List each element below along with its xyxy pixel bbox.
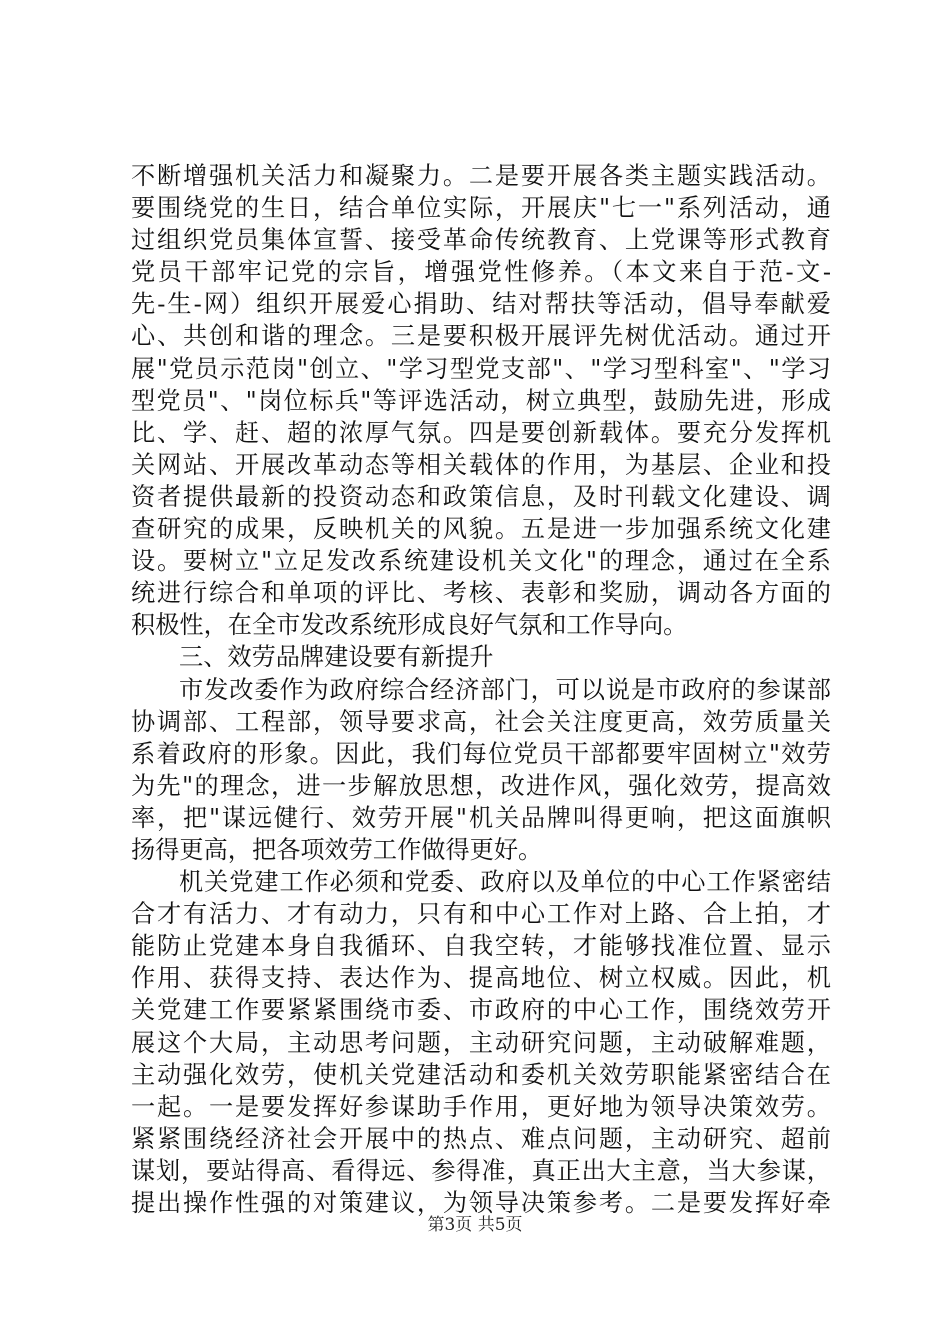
text-line: 一起。一是要发挥好参谋助手作用，更好地为领导决策效劳。 bbox=[131, 1092, 831, 1121]
text-line: 机关党建工作必须和党委、政府以及单位的中心工作紧密结 bbox=[179, 868, 831, 897]
text-line: 展这个大局，主动思考问题，主动研究问题，主动破解难题， bbox=[131, 1028, 831, 1057]
text-line: 提出操作性强的对策建议，为领导决策参考。二是要发挥好牵 bbox=[131, 1189, 831, 1217]
text-line: 不断增强机关活力和凝聚力。二是要开展各类主题实践活动。 bbox=[131, 162, 831, 190]
text-line: 能防止党建本身自我循环、自我空转，才能够找准位置、显示 bbox=[131, 932, 831, 961]
text-line: 主动强化效劳，使机关党建活动和委机关效劳职能紧密结合在 bbox=[131, 1060, 831, 1089]
text-line: 资者提供最新的投资动态和政策信息，及时刊载文化建设、调 bbox=[131, 482, 831, 511]
text-line: 统进行综合和单项的评比、考核、表彰和奖励，调动各方面的 bbox=[131, 579, 831, 608]
text-line: 关党建工作要紧紧围绕市委、市政府的中心工作，围绕效劳开 bbox=[131, 996, 831, 1025]
section-heading: 三、效劳品牌建设要有新提升 bbox=[179, 643, 494, 672]
text-line: 展"党员示范岗"创立、"学习型党支部"、"学习型科室"、"学习 bbox=[131, 354, 831, 383]
text-line: 紧紧围绕经济社会开展中的热点、难点问题，主动研究、超前 bbox=[131, 1124, 831, 1153]
text-line: 关网站、开展改革动态等相关载体的作用，为基层、企业和投 bbox=[131, 450, 831, 479]
text-line: 协调部、工程部，领导要求高，社会关注度更高，效劳质量关 bbox=[131, 707, 831, 736]
text-line: 市发改委作为政府综合经济部门，可以说是市政府的参谋部 bbox=[179, 675, 831, 704]
text-line: 设。要树立"立足发改系统建设机关文化"的理念，通过在全系 bbox=[131, 547, 831, 576]
page-number-footer: 第3页 共5页 bbox=[427, 1215, 523, 1235]
text-line: 查研究的成果，反映机关的风貌。五是进一步加强系统文化建 bbox=[131, 515, 831, 544]
text-line: 党员干部牢记党的宗旨，增强党性修养。（本文来自于范-文- bbox=[131, 258, 831, 287]
text-line: 型党员"、"岗位标兵"等评选活动，树立典型，鼓励先进，形成 bbox=[131, 386, 831, 415]
text-line: 合才有活力、才有动力，只有和中心工作对上路、合上拍，才 bbox=[131, 900, 831, 929]
text-line: 心、共创和谐的理念。三是要积极开展评先树优活动。通过开 bbox=[131, 322, 831, 351]
text-line: 先-生-网）组织开展爱心捐助、结对帮扶等活动，倡导奉献爱 bbox=[131, 290, 831, 319]
text-line: 作用、获得支持、表达作为、提高地位、树立权威。因此，机 bbox=[131, 964, 831, 993]
text-line: 积极性，在全市发改系统形成良好气氛和工作导向。 bbox=[131, 611, 688, 640]
text-line: 系着政府的形象。因此，我们每位党员干部都要牢固树立"效劳 bbox=[131, 739, 831, 768]
body-text bbox=[131, 160, 831, 1219]
text-line: 比、学、赶、超的浓厚气氛。四是要创新载体。要充分发挥机 bbox=[131, 418, 831, 447]
text-line: 要围绕党的生日，结合单位实际，开展庆"七一"系列活动，通 bbox=[131, 194, 831, 223]
text-line: 过组织党员集体宣誓、接受革命传统教育、上党课等形式教育 bbox=[131, 226, 831, 255]
text-line: 扬得更高，把各项效劳工作做得更好。 bbox=[131, 835, 543, 864]
text-line: 为先"的理念，进一步解放思想，改进作风，强化效劳，提高效 bbox=[131, 771, 831, 800]
text-line: 率，把"谋远健行、效劳开展"机关品牌叫得更响，把这面旗帜 bbox=[131, 803, 831, 832]
text-line: 谋划，要站得高、看得远、参得准，真正出大主意，当大参谋， bbox=[131, 1156, 831, 1185]
